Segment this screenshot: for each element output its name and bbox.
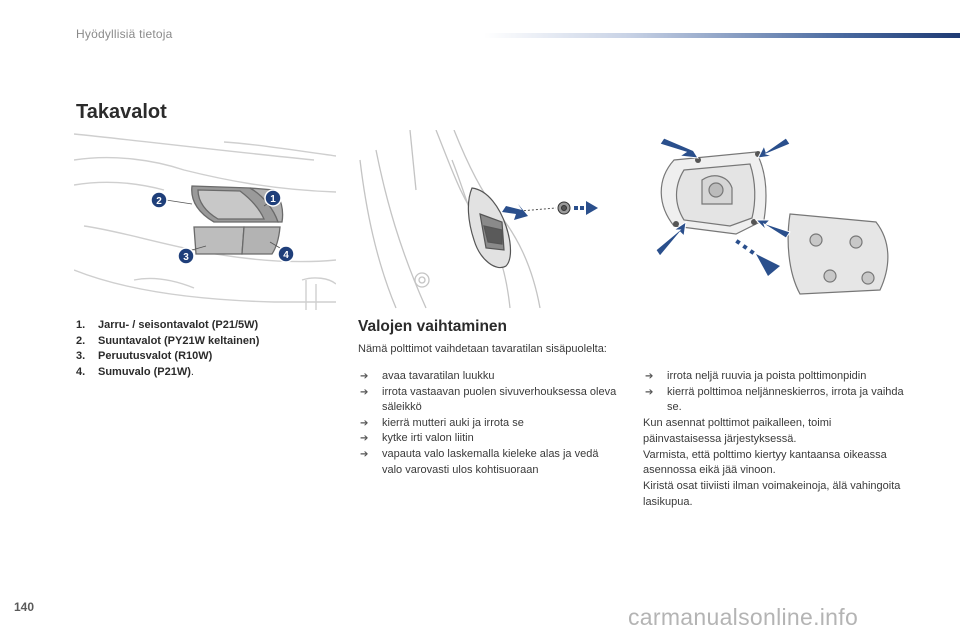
step-item: ➔ kierrä polttimoa neljänneskierros, irrota ja vaihda se. [645,385,904,414]
nut [558,202,570,214]
step-item: ➔ irrota neljä ruuvia ja poista polttimonpidin [643,369,905,385]
replacement-intro: Nämä polttimot vaihdetaan tavaratilan sisäpuolelta: [358,343,607,355]
step-item: ➔ kierrä mutteri auki ja irrota se [358,416,620,432]
legend-number: 2. [76,334,86,347]
watermark: carmanualsonline.info [628,604,859,630]
steps-list-left [358,369,620,478]
callout-1 [264,190,281,206]
callout-label-2: 2 [156,196,162,207]
car-body-lines [74,134,336,310]
step-item: ➔ irrota vastaavan puolen sivuverhouksessa oleva säleikkö [360,385,617,414]
arrow-bullet-icon: ➔ [645,386,654,398]
bulb-holder-illustration [640,130,898,300]
bulb-legend [76,318,259,380]
note-paragraph: Kun asennat polttimot paikalleen, toimi päinvastaisessa järjestyksessä. [643,417,832,445]
callout-label-3: 3 [183,252,189,263]
note-paragraph: Kiristä osat tiiviisti ilman voimakeinoja, älä vahingoita lasikupua. [643,480,901,508]
legend-text: Suuntavalot (PY21W keltainen) [98,334,260,347]
legend-text: Sumuvalo (P21W) [98,365,191,378]
removal-arrow [735,239,780,276]
page-number: 140 [14,600,35,614]
arrow-bullet-icon: ➔ [360,433,369,445]
step-item: ➔ vapauta valo laskemalla kieleke alas ja vedä valo varovasti ulos kohtisuoraan [360,447,599,476]
legend-item-4 [76,365,259,381]
holder-plate [788,214,888,294]
step-item: ➔ avaa tavaratilan luukku [358,369,620,385]
removal-arrows [502,201,598,220]
rear-lamp-illustration [74,130,336,310]
panel-opening [468,188,510,268]
arrow-bullet-icon: ➔ [360,371,369,382]
legend-tail: . [190,365,194,378]
callout-label-4: 4 [283,250,289,261]
reassembly-notes [643,416,905,511]
legend-number: 1. [76,319,86,331]
header-rule [484,33,960,38]
legend-item-3 [76,349,259,365]
note-paragraph: Varmista, että polttimo kiertyy kantaansa oikeassa asennossa eikä jää vinoon. [643,448,887,477]
callout-2 [151,192,192,208]
step-item: ➔ kytke irti valon liitin [358,431,620,447]
legend-text: Jarru- / seisontavalot (P21/5W) [98,319,259,331]
steps-list-right [643,369,905,416]
callout-label-1: 1 [270,194,276,205]
arrow-bullet-icon: ➔ [645,371,654,382]
arrow-bullet-icon: ➔ [360,386,369,398]
page-title: Takavalot [76,101,167,123]
legend-item-1 [76,318,259,334]
legend-item-2 [76,334,259,350]
trunk-panel-illustration [356,130,602,310]
replacement-heading: Valojen vaihtaminen [358,318,508,335]
arrow-bullet-icon: ➔ [360,448,369,460]
arrow-bullet-icon: ➔ [360,417,369,429]
legend-number: 4. [76,365,86,378]
section-label: Hyödyllisiä tietoja [76,27,173,41]
legend-text: Peruutusvalot (R10W) [98,350,213,362]
legend-number: 3. [76,350,86,362]
